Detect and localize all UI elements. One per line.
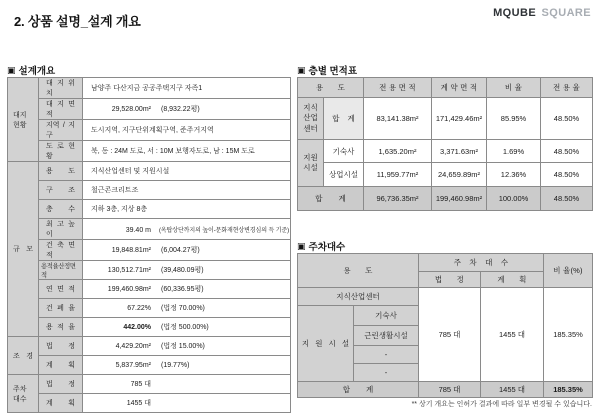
- section-title-design-overview: [7, 63, 290, 77]
- floor-area-table: [297, 77, 593, 211]
- total-planned-count: 1455 대: [481, 382, 544, 398]
- row-group-knowledge-center: 지식산업센터: [298, 98, 324, 140]
- column-header-parking-count: 주 차 대 수: [419, 254, 544, 272]
- row-label: 건 폐 율: [39, 299, 83, 318]
- design-overview-section: [7, 63, 290, 413]
- table-row: [298, 98, 593, 140]
- table-row: [8, 78, 291, 99]
- cell-ratio: 85.95%: [487, 98, 541, 140]
- table-row: [298, 163, 593, 187]
- total-legal-count: 785 대: [419, 382, 481, 398]
- value-number: 442.00%: [123, 324, 151, 331]
- total-label: 합 계: [298, 382, 419, 398]
- table-total-row: [298, 382, 593, 398]
- column-header-usage: 용 도: [298, 78, 364, 98]
- row-group-support: 지 원 시 설: [298, 306, 354, 382]
- cell-value: [83, 356, 291, 375]
- table-row: [8, 141, 291, 162]
- row-label: 계 획: [39, 394, 83, 413]
- cell-exclusive-area: 1,635.20m²: [364, 140, 432, 163]
- table-row: [8, 299, 291, 318]
- cell-ratio: 12.36%: [487, 163, 541, 187]
- row-label: 법 정: [39, 337, 83, 356]
- value-number: 785 대: [130, 381, 151, 388]
- column-header-legal: 법 정: [419, 272, 481, 288]
- cell-exclusive-area: 11,959.77m²: [364, 163, 432, 187]
- row-label: 상업시설: [324, 163, 364, 187]
- section-title-text: 설계개요: [18, 66, 56, 77]
- section-bullet-icon: ▣: [297, 240, 306, 251]
- value-note: (19.77%): [161, 361, 190, 369]
- table-row: [8, 375, 291, 394]
- value-note: (옥탑상단까지의 높이-문화재현상변경심의 득 기준): [159, 227, 290, 234]
- cell-value: [83, 280, 291, 299]
- logo-text-primary: MQUBE: [493, 7, 537, 19]
- cell-contract-area: 3,371.63m²: [432, 140, 487, 163]
- row-group-support: 지원시설: [298, 140, 324, 187]
- table-row: [8, 280, 291, 299]
- cell-value: 지하 3층, 지상 8층: [83, 200, 291, 219]
- row-label: 용 적 율: [39, 318, 83, 337]
- row-group-knowledge-center: 지식산업센터: [298, 288, 419, 306]
- cell-value: [83, 375, 291, 394]
- table-row: [8, 337, 291, 356]
- value-number: 1455 대: [126, 400, 151, 407]
- row-label: -: [354, 346, 419, 364]
- design-overview-table: [7, 77, 291, 413]
- total-exclusive-rate: 48.50%: [541, 187, 593, 211]
- value-note: (39,480.09평): [161, 267, 204, 274]
- cell-value: 남양주 다산지금 공공주택지구 자족1: [83, 78, 291, 99]
- column-header-planned: 계 획: [481, 272, 544, 288]
- row-group-site: 대지현황: [8, 78, 39, 162]
- table-row: [8, 219, 291, 240]
- table-row: [8, 99, 291, 120]
- value-number: 130,512.71m²: [107, 267, 151, 274]
- row-label: 기숙사: [354, 306, 419, 326]
- table-row: [298, 288, 593, 306]
- row-label: 계 획: [39, 356, 83, 375]
- table-row: [8, 261, 291, 280]
- value-note: (법정 15.00%): [161, 343, 205, 350]
- parking-table: [297, 253, 593, 398]
- total-label: 합 계: [298, 187, 364, 211]
- cell-value: 도시지역, 지구단위계획구역, 준주거지역: [83, 120, 291, 141]
- table-row: [8, 394, 291, 413]
- row-label: 용 도: [39, 162, 83, 181]
- total-exclusive-area: 96,736.35m²: [364, 187, 432, 211]
- table-row: [8, 181, 291, 200]
- row-group-scale: 규 모: [8, 162, 39, 337]
- value-number: 39.40 m: [125, 226, 151, 234]
- row-label: 용적율산정면적: [39, 261, 83, 280]
- table-row: [8, 356, 291, 375]
- value-note: (60,336.95평): [161, 286, 204, 293]
- value-note: (법정 70.00%): [161, 305, 205, 312]
- row-label: 건 축 면 적: [39, 240, 83, 261]
- floor-area-section: [297, 63, 592, 211]
- section-title-text: 층별 면적표: [308, 66, 358, 77]
- row-label: -: [354, 364, 419, 382]
- value-note: (6,004.27평): [161, 247, 200, 254]
- row-label: 최 고 높 이: [39, 219, 83, 240]
- row-label: 대 지 위 치: [39, 78, 83, 99]
- table-header-row: [298, 78, 593, 98]
- logo-text-secondary: SQUARE: [541, 7, 591, 19]
- table-header-row: [298, 254, 593, 272]
- cell-value: [83, 318, 291, 337]
- table-row: [8, 200, 291, 219]
- cell-exclusive-area: 83,141.38m²: [364, 98, 432, 140]
- section-title-parking: [297, 239, 592, 253]
- cell-ratio: 1.69%: [487, 140, 541, 163]
- value-number: 4,429.20m²: [115, 343, 151, 350]
- cell-planned-count: 1455 대: [481, 288, 544, 382]
- footnote: ** 상기 개요는 인허가 결과에 따라 일부 변경될 수 있습니다.: [411, 401, 592, 408]
- cell-legal-count: 785 대: [419, 288, 481, 382]
- row-label: 연 면 적: [39, 280, 83, 299]
- section-title-floor-area: [297, 63, 592, 77]
- value-note: (법정 500.00%): [161, 324, 209, 331]
- cell-exclusive-rate: 48.50%: [541, 163, 593, 187]
- section-bullet-icon: ▣: [297, 64, 306, 75]
- row-label: 층 수: [39, 200, 83, 219]
- row-group-landscape: 조 경: [8, 337, 39, 375]
- cell-contract-area: 24,659.89m²: [432, 163, 487, 187]
- value-number: 5,837.95m²: [115, 361, 151, 369]
- mqube-square-logo: [493, 7, 591, 19]
- row-group-parking: 주차대수: [8, 375, 39, 413]
- column-header-ratio: 비 율(%): [544, 254, 593, 288]
- value-number: 67.22%: [127, 305, 151, 312]
- section-bullet-icon: ▣: [7, 64, 16, 75]
- column-header-ratio: 비 율: [487, 78, 541, 98]
- total-ratio: 100.00%: [487, 187, 541, 211]
- row-label: 기숙사: [324, 140, 364, 163]
- cell-exclusive-rate: 48.50%: [541, 140, 593, 163]
- column-header-usage: 용 도: [298, 254, 419, 288]
- column-header-contract-area: 계 약 면 적: [432, 78, 487, 98]
- value-note: (8,932.22평): [161, 106, 200, 113]
- cell-value: 북, 동 : 24M 도로, 서 : 10M 보행자도로, 남 : 15M 도로: [83, 141, 291, 162]
- total-contract-area: 199,460.98m²: [432, 187, 487, 211]
- table-row: [8, 240, 291, 261]
- parking-section: [297, 239, 592, 398]
- cell-value: [83, 261, 291, 280]
- row-label: 지역 / 지구: [39, 120, 83, 141]
- column-header-exclusive-rate: 전 용 율: [541, 78, 593, 98]
- section-title-text: 주차대수: [308, 242, 346, 253]
- cell-value: [83, 240, 291, 261]
- table-row: [298, 140, 593, 163]
- cell-ratio: 185.35%: [544, 288, 593, 382]
- column-header-exclusive-area: 전 용 면 적: [364, 78, 432, 98]
- cell-value: [83, 394, 291, 413]
- row-label: 합 계: [324, 98, 364, 140]
- cell-value: [83, 337, 291, 356]
- table-row: [8, 162, 291, 181]
- row-label: 근린생활시설: [354, 326, 419, 346]
- total-ratio: 185.35%: [544, 382, 593, 398]
- table-row: [8, 318, 291, 337]
- value-number: 29,528.00m²: [111, 106, 151, 113]
- row-label: 도 로 현 황: [39, 141, 83, 162]
- cell-value: 지식산업센터 및 지원시설: [83, 162, 291, 181]
- table-row: [8, 120, 291, 141]
- row-label: 법 정: [39, 375, 83, 394]
- cell-exclusive-rate: 48.50%: [541, 98, 593, 140]
- table-total-row: [298, 187, 593, 211]
- cell-value: [83, 299, 291, 318]
- page-title: 2. 상품 설명_설계 개요: [14, 14, 141, 29]
- value-number: 19,848.81m²: [111, 247, 151, 254]
- row-label: 대 지 면 적: [39, 99, 83, 120]
- cell-value: 철근콘크리트조: [83, 181, 291, 200]
- cell-contract-area: 171,429.46m²: [432, 98, 487, 140]
- cell-value: [83, 219, 291, 240]
- value-number: 199,460.98m²: [107, 286, 151, 293]
- cell-value: [83, 99, 291, 120]
- row-label: 구 조: [39, 181, 83, 200]
